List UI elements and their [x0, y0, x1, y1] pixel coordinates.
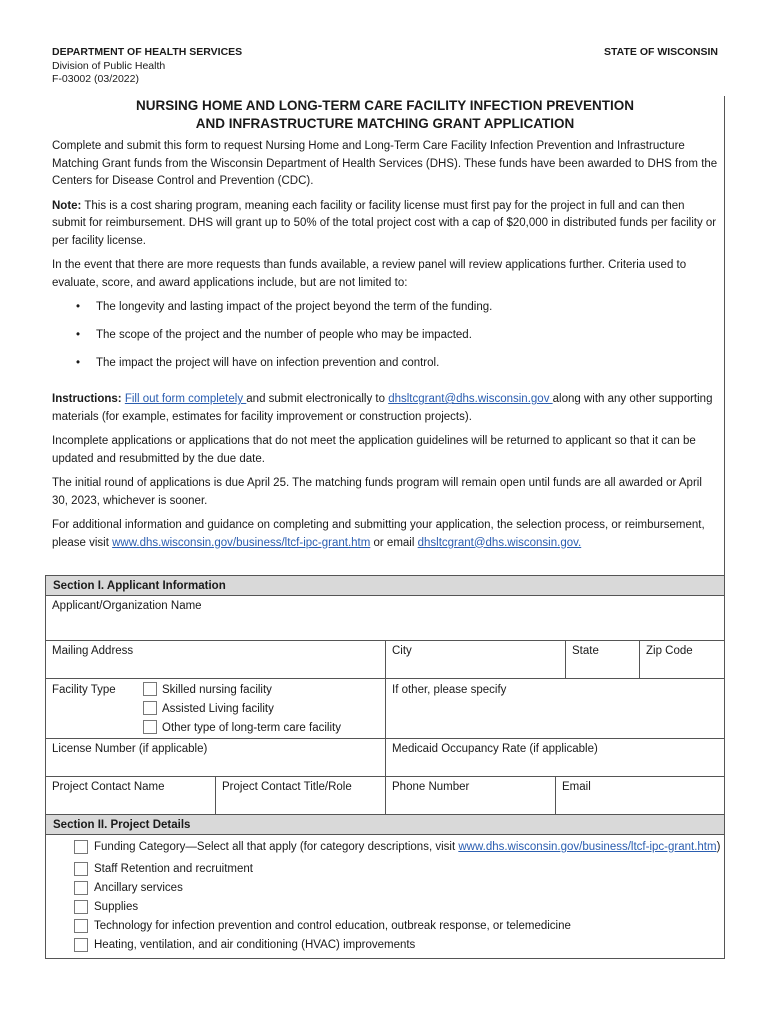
info-paragraph [52, 517, 718, 552]
incomplete-paragraph: Incomplete applications or applications that do not meet the application guidelines will be returned to applicant so that it can be updated and resubmitted by the due date. [52, 435, 696, 465]
license-row [45, 739, 725, 777]
category-label: Heating, ventilation, and air conditioning (HVAC) improvements [94, 939, 416, 951]
grant-email-link[interactable]: dhsltcgrant@dhs.wisconsin.gov. [417, 536, 582, 549]
instructions-end: along with any other supporting materials (for example, estimates for facility improvement or construction projects). [52, 393, 713, 423]
list-item [52, 355, 718, 383]
note-paragraph [52, 198, 718, 251]
contact-title-field[interactable] [216, 777, 386, 814]
funding-category-text: Funding Category—Select all that apply (for category descriptions, visit [94, 841, 459, 853]
application-form [45, 575, 725, 959]
medicaid-rate-label: Medicaid Occupancy Rate (if applicable) [392, 743, 598, 755]
submit-email-link[interactable]: dhsltcgrant@dhs.wisconsin.gov [388, 393, 553, 405]
intro-paragraph: Complete and submit this form to request Nursing Home and Long-Term Care Facility Infection Prevention and Infrastructure Matching Grant funds from the Wisconsin Department of Health Services (DHS). These funds have been awarded to DHS from the Centers for Disease Control and Prevention (CDC). [52, 140, 718, 187]
list-item [74, 937, 724, 956]
license-number-label: License Number (if applicable) [52, 743, 208, 755]
facility-option-label: Assisted Living facility [162, 703, 274, 715]
fill-out-form-link[interactable]: Fill out form completely [124, 393, 247, 405]
category-label: Ancillary services [94, 882, 183, 894]
category-label: Supplies [94, 901, 139, 913]
facility-option-label: Skilled nursing facility [162, 684, 272, 696]
applicant-name-row [45, 596, 725, 641]
if-other-field[interactable] [386, 679, 724, 738]
state-field[interactable] [566, 641, 640, 678]
contact-row [45, 777, 725, 815]
applicant-name-field[interactable] [46, 596, 724, 640]
section-1-header: Section I. Applicant Information [45, 575, 725, 596]
facility-type-label: Facility Type [52, 684, 116, 696]
list-item [52, 327, 718, 355]
state-name: STATE OF WISCONSIN [604, 46, 718, 58]
email-field[interactable] [556, 777, 724, 814]
medicaid-rate-field[interactable] [386, 739, 724, 776]
list-item [74, 880, 724, 899]
intro-content [52, 138, 718, 559]
due-date-paragraph: The initial round of applications is due April 25. The matching funds program will remain open until funds are all awarded or April 30, 2023, whichever is sooner. [52, 477, 702, 507]
form-number: F-03002 (03/2022) [52, 73, 139, 85]
supplies-checkbox[interactable] [74, 900, 88, 914]
skilled-nursing-checkbox[interactable] [143, 682, 157, 696]
criteria-list [52, 299, 718, 383]
facility-type-cell [46, 679, 386, 738]
category-label: Technology for infection prevention and control education, outbreak response, or telemedicine [94, 920, 571, 932]
facility-type-options [143, 682, 341, 739]
city-label: City [392, 645, 412, 657]
department-name: DEPARTMENT OF HEALTH SERVICES [52, 46, 243, 58]
phone-number-field[interactable] [386, 777, 556, 814]
list-item [74, 861, 724, 880]
list-item [52, 299, 718, 327]
category-label: Staff Retention and recruitment [94, 863, 253, 875]
hvac-checkbox[interactable] [74, 938, 88, 952]
bullet-icon: • [76, 329, 81, 341]
ancillary-services-checkbox[interactable] [74, 881, 88, 895]
section-2-header: Section II. Project Details [45, 815, 725, 835]
note-label: Note: [52, 199, 82, 212]
staff-retention-checkbox[interactable] [74, 862, 88, 876]
list-item-text: The impact the project will have on infection prevention and control. [96, 357, 440, 369]
category-descriptions-link[interactable]: www.dhs.wisconsin.gov/business/ltcf-ipc-grant.htm [458, 841, 717, 853]
mailing-address-field[interactable] [46, 641, 386, 678]
title-line-2: AND INFRASTRUCTURE MATCHING GRANT APPLICATION [195, 116, 575, 131]
license-number-field[interactable] [46, 739, 386, 776]
right-margin-rule [724, 96, 725, 641]
instructions-label: Instructions: [52, 393, 122, 405]
assisted-living-checkbox[interactable] [143, 701, 157, 715]
page-title [40, 97, 730, 133]
funding-category-end: ) [716, 841, 721, 853]
funding-category-header [74, 839, 724, 858]
facility-option [143, 720, 341, 739]
criteria-paragraph: In the event that there are more requests than funds available, a review panel will review applications further. Criteria used to evaluate, score, and award applications include, but are not limited to: [52, 259, 687, 289]
technology-checkbox[interactable] [74, 919, 88, 933]
note-text: This is a cost sharing program, meaning each facility or facility license must first pay for the project in full and can then submit for reimbursement. DHS will grant up to 50% of the total project cost with a cap of $20,000 in distributed funds per facility or per facility license. [52, 199, 717, 247]
title-line-1: NURSING HOME AND LONG-TERM CARE FACILITY INFECTION PREVENTION [135, 98, 634, 113]
facility-type-row [45, 679, 725, 739]
header-left [52, 46, 242, 87]
other-facility-checkbox[interactable] [143, 720, 157, 734]
list-item [74, 918, 724, 937]
contact-name-label: Project Contact Name [52, 781, 165, 793]
instructions-mid: and submit electronically to [246, 393, 389, 405]
applicant-name-label: Applicant/Organization Name [52, 600, 202, 612]
instructions-paragraph [52, 391, 718, 426]
contact-title-label: Project Contact Title/Role [222, 781, 352, 793]
contact-name-field[interactable] [46, 777, 216, 814]
state-label: State [572, 645, 599, 657]
bullet-icon: • [76, 301, 81, 313]
list-item-text: The longevity and lasting impact of the project beyond the term of the funding. [96, 301, 493, 313]
bullet-icon: • [76, 357, 81, 369]
list-item-text: The scope of the project and the number of people who may be impacted. [96, 329, 472, 341]
facility-option [143, 701, 341, 720]
info-text: For additional information and guidance on completing and submitting your application, the selection process, or reimbursement, please visit [52, 519, 705, 549]
email-label: Email [562, 781, 591, 793]
zip-code-field[interactable] [640, 641, 724, 678]
facility-option [143, 682, 341, 701]
mailing-address-label: Mailing Address [52, 645, 134, 657]
facility-option-label: Other type of long-term care facility [162, 722, 341, 734]
zip-code-label: Zip Code [646, 645, 693, 657]
info-mid: or email [370, 536, 418, 549]
division-name: Division of Public Health [52, 59, 166, 72]
funding-category-list [45, 835, 725, 959]
phone-number-label: Phone Number [392, 781, 470, 793]
if-other-label: If other, please specify [392, 684, 507, 696]
address-row [45, 641, 725, 679]
list-item [74, 899, 724, 918]
funding-category-checkbox[interactable] [74, 840, 88, 854]
city-field[interactable] [386, 641, 566, 678]
grant-website-link[interactable]: www.dhs.wisconsin.gov/business/ltcf-ipc-grant.htm [112, 536, 371, 549]
